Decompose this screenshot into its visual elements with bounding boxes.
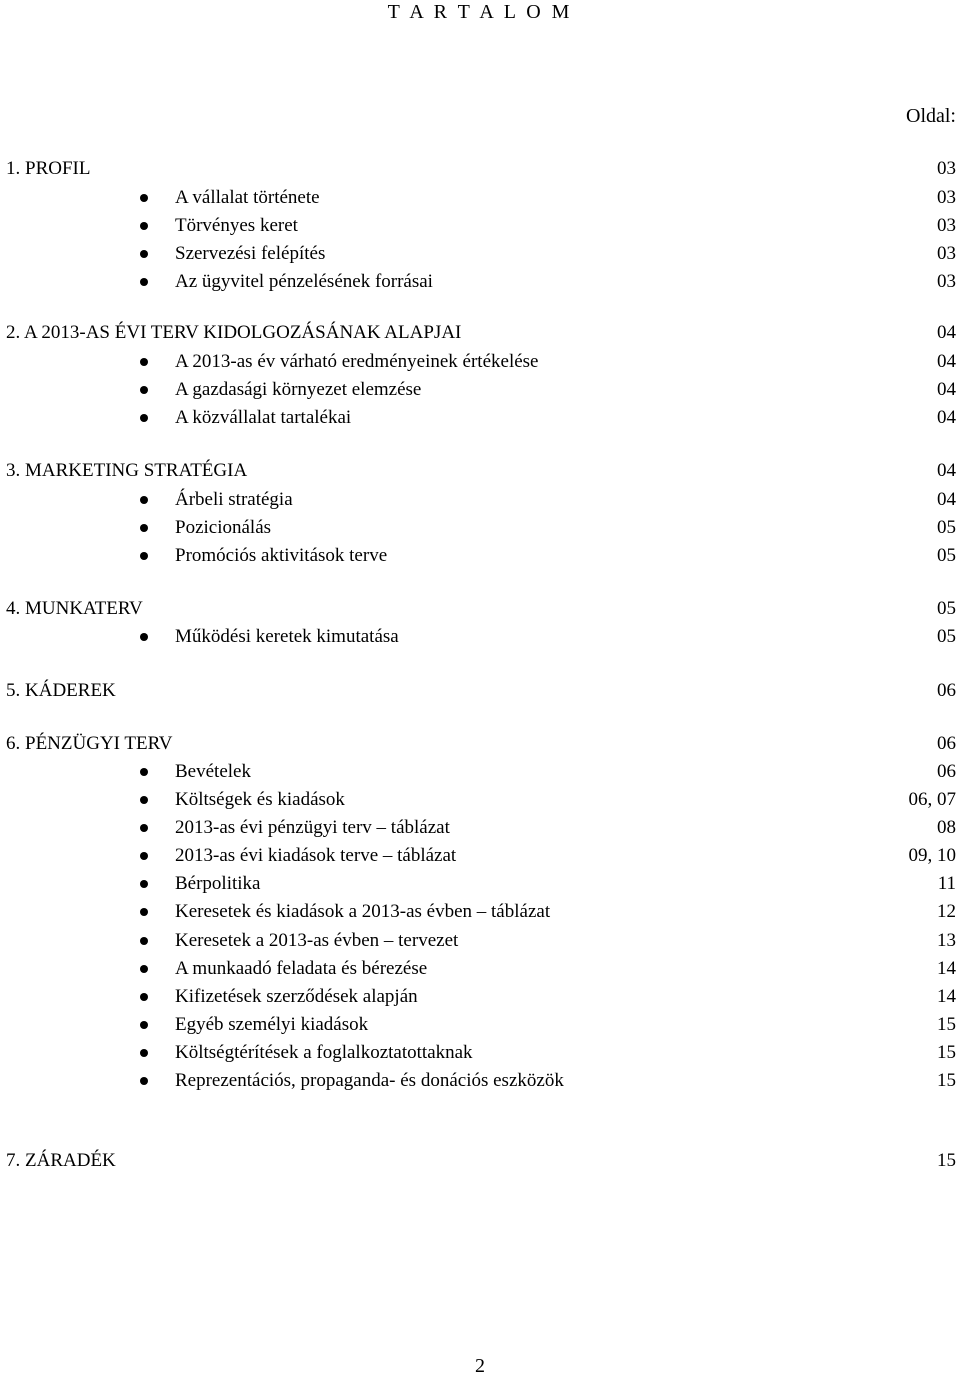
toc-page-number: 15 bbox=[937, 1042, 956, 1063]
bullet-icon bbox=[140, 993, 148, 1001]
toc-item-row bbox=[0, 760, 960, 784]
toc-page-number: 03 bbox=[937, 215, 956, 236]
bullet-icon bbox=[140, 768, 148, 776]
toc-item-row bbox=[0, 929, 960, 953]
bullet-icon bbox=[140, 414, 148, 422]
toc-item-row bbox=[0, 406, 960, 430]
bullet-icon bbox=[140, 496, 148, 504]
toc-item-label: Keresetek és kiadások a 2013-as évben – táblázat bbox=[175, 901, 551, 922]
bullet-icon bbox=[140, 1077, 148, 1085]
toc-page-number: 14 bbox=[937, 986, 956, 1007]
toc-item-row bbox=[0, 214, 960, 238]
toc-section-row bbox=[0, 321, 960, 345]
bullet-icon bbox=[140, 796, 148, 804]
page-number: 2 bbox=[475, 1355, 485, 1377]
toc-page-number: 03 bbox=[937, 243, 956, 264]
toc-page-number: 15 bbox=[937, 1150, 956, 1171]
toc-item-row bbox=[0, 488, 960, 512]
toc-page-number: 06 bbox=[937, 680, 956, 701]
bullet-icon bbox=[140, 222, 148, 230]
bullet-icon bbox=[140, 908, 148, 916]
toc-item-label: A gazdasági környezet elemzése bbox=[175, 379, 422, 400]
toc-item-label: Törvényes keret bbox=[175, 215, 298, 236]
toc-title: T A R T A L O M bbox=[387, 1, 573, 23]
toc-item-label: 2013-as évi pénzügyi terv – táblázat bbox=[175, 817, 450, 838]
toc-section-row bbox=[0, 459, 960, 483]
toc-item-label: Bevételek bbox=[175, 761, 251, 782]
bullet-icon bbox=[140, 1049, 148, 1057]
toc-item-label: Költségtérítések a foglalkoztatottaknak bbox=[175, 1042, 473, 1063]
bullet-icon bbox=[140, 1021, 148, 1029]
toc-item-label: Működési keretek kimutatása bbox=[175, 626, 399, 647]
toc-page-number: 12 bbox=[937, 901, 956, 922]
toc-item-row bbox=[0, 816, 960, 840]
bullet-icon bbox=[140, 278, 148, 286]
toc-page-number: 06 bbox=[937, 733, 956, 754]
toc-item-row bbox=[0, 957, 960, 981]
bullet-icon bbox=[140, 852, 148, 860]
toc-page-number: 04 bbox=[937, 460, 956, 481]
toc-section-row bbox=[0, 1149, 960, 1173]
bullet-icon bbox=[140, 633, 148, 641]
toc-item-row bbox=[0, 985, 960, 1009]
toc-item-label: Szervezési felépítés bbox=[175, 243, 326, 264]
bullet-icon bbox=[140, 824, 148, 832]
toc-section-label: 3. MARKETING STRATÉGIA bbox=[6, 460, 248, 481]
toc-item-label: A vállalat története bbox=[175, 187, 320, 208]
toc-item-row bbox=[0, 270, 960, 294]
toc-item-row bbox=[0, 378, 960, 402]
toc-item-label: Árbeli stratégia bbox=[175, 489, 293, 510]
toc-page-number: 05 bbox=[937, 626, 956, 647]
toc-item-label: A munkaadó feladata és bérezése bbox=[175, 958, 428, 979]
toc-item-row bbox=[0, 242, 960, 266]
toc-item-label: Kifizetések szerződések alapján bbox=[175, 986, 418, 1007]
toc-page-number: 15 bbox=[937, 1014, 956, 1035]
toc-page-number: 09, 10 bbox=[908, 845, 956, 866]
toc-item-row bbox=[0, 350, 960, 374]
toc-section-row bbox=[0, 679, 960, 703]
toc-page-number: 04 bbox=[937, 351, 956, 372]
toc-section-label: 2. A 2013-AS ÉVI TERV KIDOLGOZÁSÁNAK ALAPJAI bbox=[6, 322, 462, 343]
toc-page-number: 05 bbox=[937, 517, 956, 538]
toc-item-label: Keresetek a 2013-as évben – tervezet bbox=[175, 930, 459, 951]
bullet-icon bbox=[140, 358, 148, 366]
toc-page-number: 06 bbox=[937, 761, 956, 782]
toc-section-label: 7. ZÁRADÉK bbox=[6, 1150, 116, 1171]
toc-page-number: 03 bbox=[937, 187, 956, 208]
toc-item-row bbox=[0, 872, 960, 896]
toc-page-number: 14 bbox=[937, 958, 956, 979]
toc-item-row bbox=[0, 1013, 960, 1037]
toc-item-row bbox=[0, 625, 960, 649]
toc-section-label: 1. PROFIL bbox=[6, 158, 91, 179]
toc-item-label: Az ügyvitel pénzelésének forrásai bbox=[175, 271, 433, 292]
toc-item-label: Pozicionálás bbox=[175, 517, 272, 538]
toc-page-number: 03 bbox=[937, 271, 956, 292]
toc-page-number: 04 bbox=[937, 379, 956, 400]
toc-item-row bbox=[0, 1041, 960, 1065]
bullet-icon bbox=[140, 524, 148, 532]
toc-page-number: 04 bbox=[937, 489, 956, 510]
bullet-icon bbox=[140, 552, 148, 560]
toc-page-number: 04 bbox=[937, 322, 956, 343]
toc-page-number: 03 bbox=[937, 158, 956, 179]
toc-item-row bbox=[0, 516, 960, 540]
toc-item-row bbox=[0, 544, 960, 568]
toc-item-label: Reprezentációs, propaganda- és donációs eszközök bbox=[175, 1070, 564, 1091]
page-column-header: Oldal: bbox=[906, 105, 956, 127]
toc-page-number: 08 bbox=[937, 817, 956, 838]
toc-item-label: Bérpolitika bbox=[175, 873, 261, 894]
toc-page-number: 13 bbox=[937, 930, 956, 951]
toc-item-label: Egyéb személyi kiadások bbox=[175, 1014, 369, 1035]
toc-item-row bbox=[0, 186, 960, 210]
toc-section-label: 4. MUNKATERV bbox=[6, 598, 143, 619]
toc-section-label: 6. PÉNZÜGYI TERV bbox=[6, 733, 173, 754]
bullet-icon bbox=[140, 194, 148, 202]
toc-item-row bbox=[0, 844, 960, 868]
toc-page-number: 04 bbox=[937, 407, 956, 428]
bullet-icon bbox=[140, 937, 148, 945]
toc-section-label: 5. KÁDEREK bbox=[6, 680, 116, 701]
bullet-icon bbox=[140, 250, 148, 258]
toc-item-row bbox=[0, 1069, 960, 1093]
toc-item-row bbox=[0, 900, 960, 924]
toc-page-number: 06, 07 bbox=[908, 789, 956, 810]
toc-section-row bbox=[0, 732, 960, 756]
toc-item-label: 2013-as évi kiadások terve – táblázat bbox=[175, 845, 457, 866]
toc-item-label: A 2013-as év várható eredményeinek értékelése bbox=[175, 351, 539, 372]
bullet-icon bbox=[140, 965, 148, 973]
toc-section-row bbox=[0, 157, 960, 181]
toc-item-label: A közvállalat tartalékai bbox=[175, 407, 352, 428]
bullet-icon bbox=[140, 386, 148, 394]
toc-item-label: Költségek és kiadások bbox=[175, 789, 345, 810]
bullet-icon bbox=[140, 880, 148, 888]
toc-page-number: 05 bbox=[937, 598, 956, 619]
toc-page-number: 15 bbox=[937, 1070, 956, 1091]
toc-page-number: 05 bbox=[937, 545, 956, 566]
toc-page-number: 11 bbox=[937, 873, 956, 894]
toc-item-label: Promóciós aktivitások terve bbox=[175, 545, 388, 566]
toc-item-row bbox=[0, 788, 960, 812]
toc-section-row bbox=[0, 597, 960, 621]
